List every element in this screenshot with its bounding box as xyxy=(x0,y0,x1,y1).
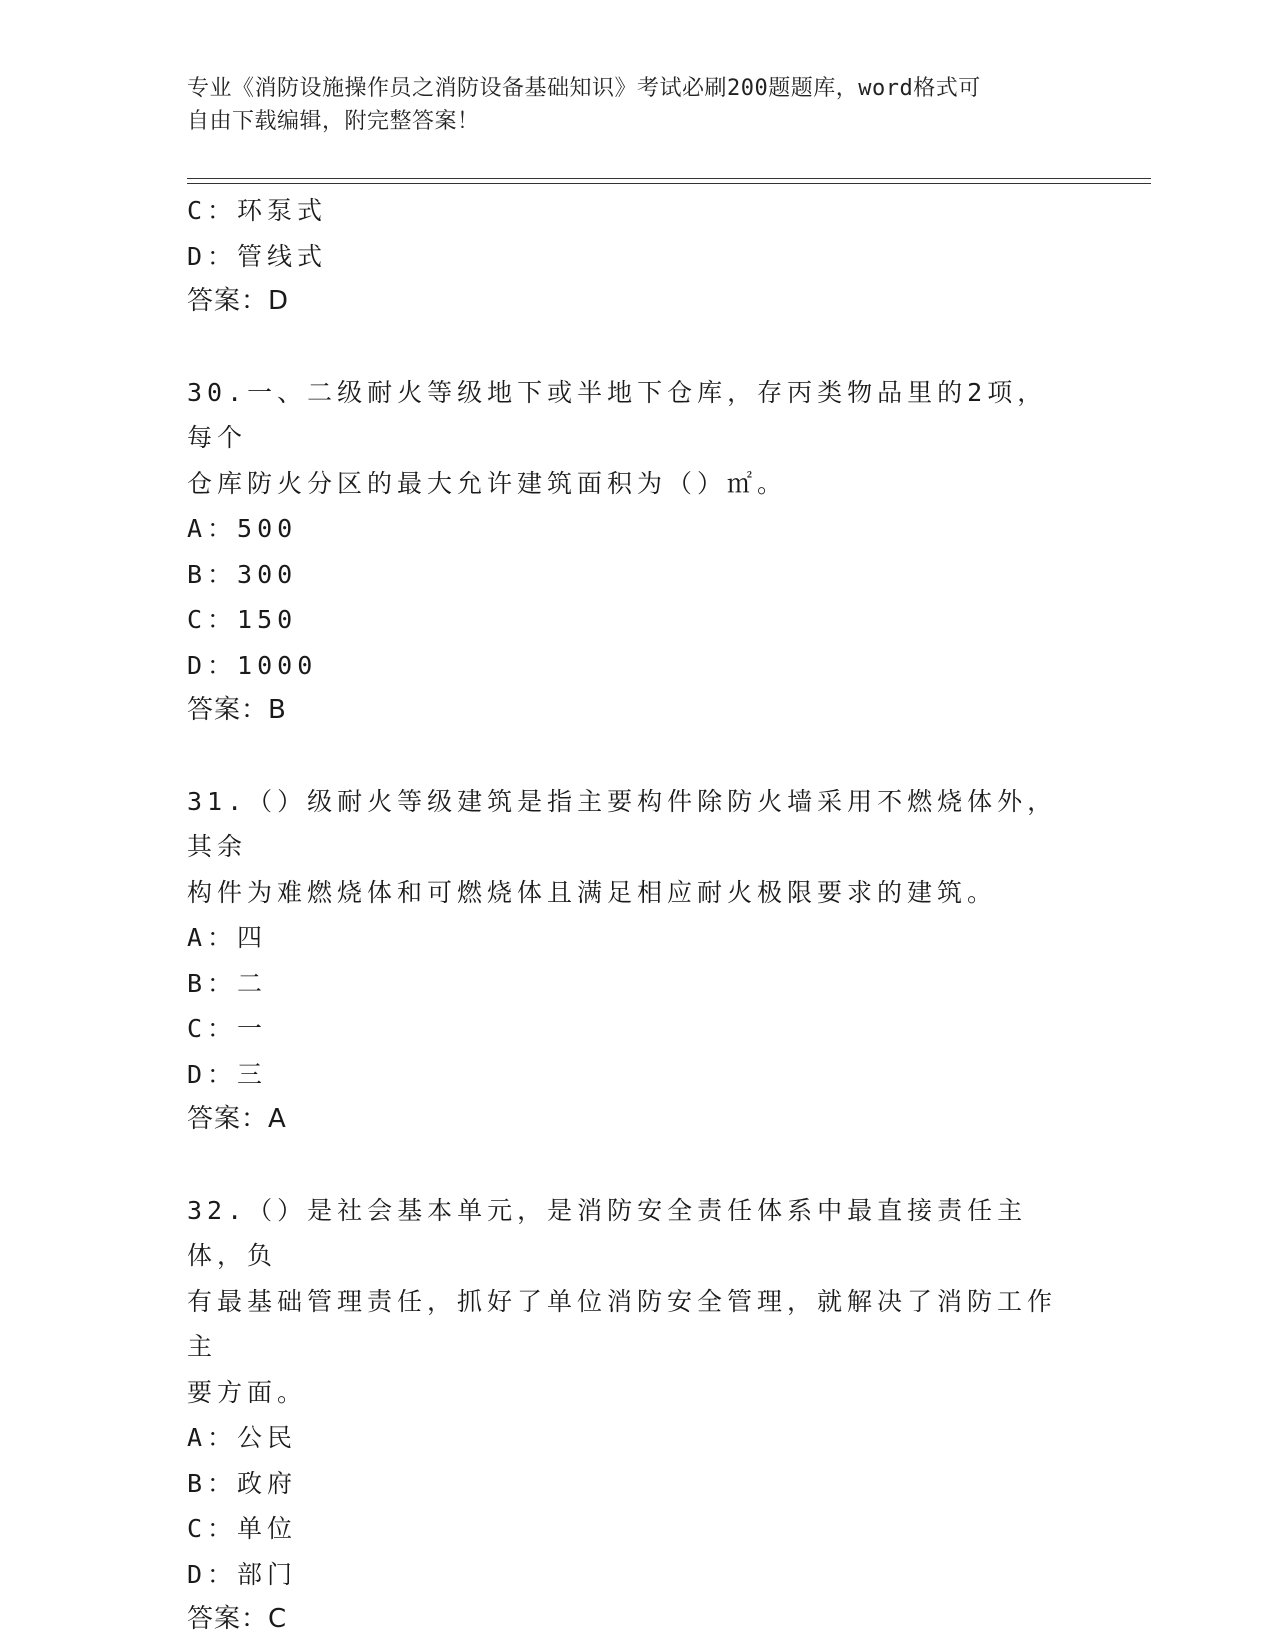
option-c: C：150 xyxy=(187,605,298,634)
option-c: C：环泵式 xyxy=(187,196,328,225)
option-d: D：三 xyxy=(187,1059,268,1089)
question-29-continuation xyxy=(187,188,1067,325)
option-a: A：四 xyxy=(187,923,268,952)
answer-line: 答案：A xyxy=(187,1104,287,1134)
option-b: B：300 xyxy=(187,559,298,589)
spacer xyxy=(187,734,1067,779)
question-stem-line: 30.一、二级耐火等级地下或半地下仓库，存丙类物品里的2项，每个 xyxy=(187,377,1048,452)
question-stem-line: 31.（）级耐火等级建筑是指主要构件除防火墙采用不燃烧体外，其余 xyxy=(187,786,1058,861)
option-a: A：500 xyxy=(187,514,298,543)
question-stem-line: 有最基础管理责任，抓好了单位消防安全管理，就解决了消防工作主 xyxy=(187,1286,1058,1361)
answer-line: 答案：C xyxy=(187,1604,288,1634)
answer-line: 答案：B xyxy=(187,695,287,725)
question-31 xyxy=(187,779,1067,1143)
header-title-line-1: 专业《消防设施操作员之消防设备基础知识》考试必刷200题题库，word格式可 xyxy=(187,76,981,101)
header-divider xyxy=(187,178,1151,184)
option-b: B：政府 xyxy=(187,1468,298,1498)
spacer xyxy=(187,1143,1067,1188)
option-d: D：部门 xyxy=(187,1559,298,1589)
answer-line: 答案：D xyxy=(187,286,290,316)
option-d: D：1000 xyxy=(187,650,318,680)
spacer xyxy=(187,325,1067,370)
option-a: A：公民 xyxy=(187,1423,298,1452)
question-30 xyxy=(187,370,1067,734)
option-d: D：管线式 xyxy=(187,241,328,271)
question-list xyxy=(187,188,1067,1643)
option-c: C：单位 xyxy=(187,1514,298,1543)
option-b: B：二 xyxy=(187,968,268,998)
question-stem-line: 仓库防火分区的最大允许建筑面积为（）㎡。 xyxy=(187,468,788,498)
question-32 xyxy=(187,1188,1067,1643)
header-title-line-2: 自由下载编辑，附完整答案！ xyxy=(187,109,480,134)
question-stem-line: 构件为难燃烧体和可燃烧体且满足相应耐火极限要求的建筑。 xyxy=(187,877,998,907)
question-stem-line: 32.（）是社会基本单元，是消防安全责任体系中最直接责任主体，负 xyxy=(187,1195,1028,1270)
option-c: C：一 xyxy=(187,1014,268,1043)
question-stem-line: 要方面。 xyxy=(187,1377,308,1407)
document-header xyxy=(187,72,1067,138)
